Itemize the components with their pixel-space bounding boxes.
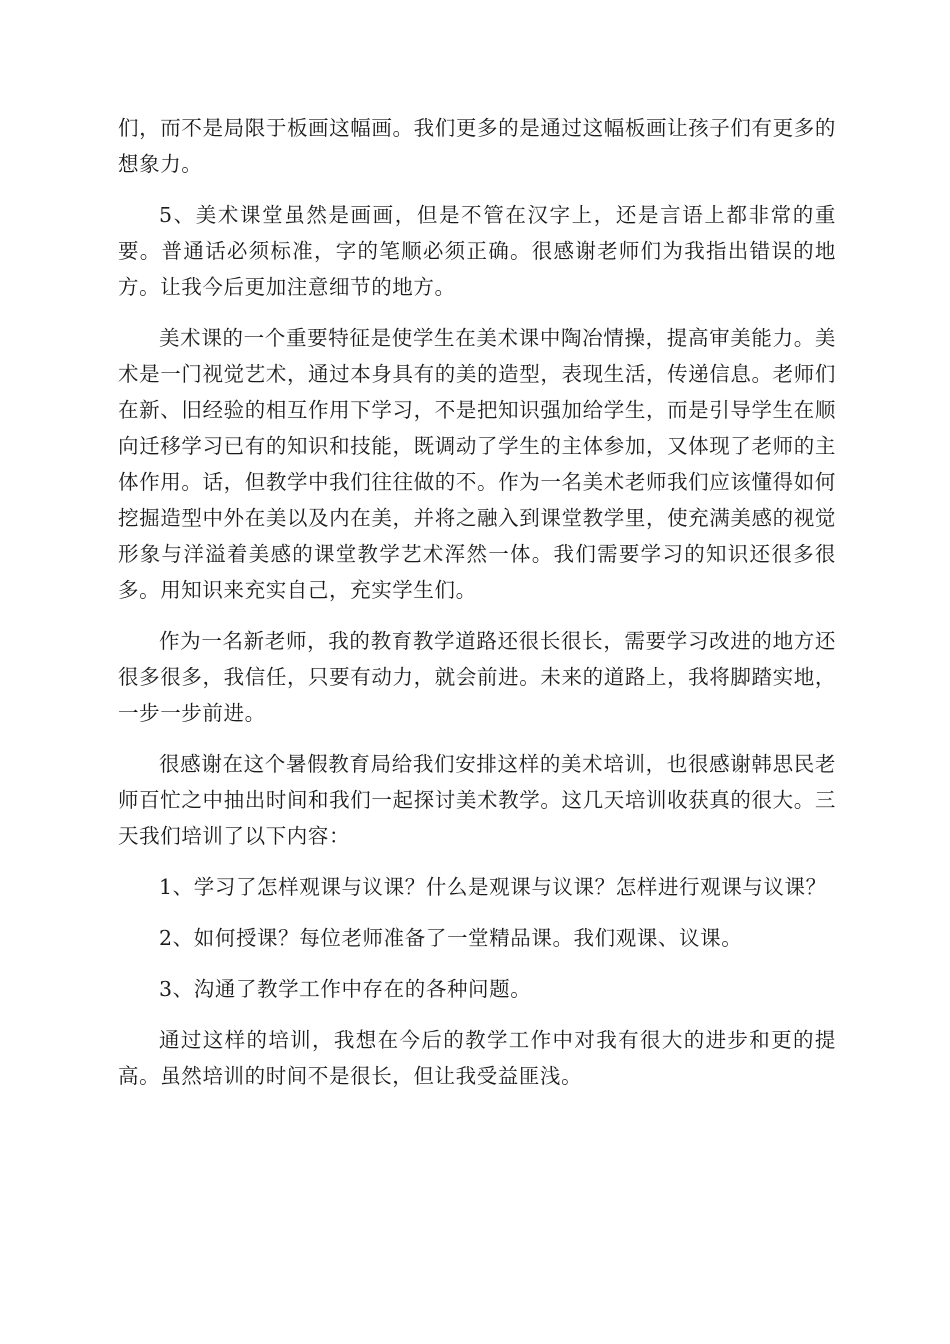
paragraph-continuation: 们，而不是局限于板画这幅画。我们更多的是通过这幅板画让孩子们有更多的想象力。 [118, 116, 836, 176]
paragraph-new-teacher: 作为一名新老师，我的教育教学道路还很长很长，需要学习改进的地方还很多很多，我信任，只要有动力，就会前进。未来的道路上，我将脚踏实地，一步一步前进。 [118, 629, 836, 725]
paragraph-list-item-3: 3、沟通了教学工作中存在的各种问题。 [159, 977, 532, 1001]
document-body [118, 110, 836, 1109]
paragraph-item-5: 5、美术课堂虽然是画画，但是不管在汉字上，还是言语上都非常的重要。普通话必须标准，字的笔顺必须正确。很感谢老师们为我指出错误的地方。让我今后更加注意细节的地方。 [118, 203, 836, 299]
paragraph-training-thanks: 很感谢在这个暑假教育局给我们安排这样的美术培训，也很感谢韩思民老师百忙之中抽出时间和我们一起探讨美术教学。这几天培训收获真的很大。三天我们培训了以下内容： [118, 752, 836, 848]
paragraph-art-class-feature: 美术课的一个重要特征是使学生在美术课中陶冶情操，提高审美能力。美术是一门视觉艺术，通过本身具有的美的造型，表现生活，传递信息。老师们在新、旧经验的相互作用下学习，不是把知识强加给学生，而是引导学生在顺向迁移学习已有的知识和技能，既调动了学生的主体参加，又体现了老师的主体作用。话，但教学中我们往往做的不。作为一名美术老师我们应该懂得如何挖掘造型中外在美以及内在美，并将之融入到课堂教学里，使充满美感的视觉形象与洋溢着美感的课堂教学艺术浑然一体。我们需要学习的知识还很多很多。用知识来充实自己，充实学生们。 [118, 326, 836, 602]
paragraph-list-item-2: 2、如何授课？每位老师准备了一堂精品课。我们观课、议课。 [159, 926, 743, 950]
paragraph-conclusion: 通过这样的培训，我想在今后的教学工作中对我有很大的进步和更的提高。虽然培训的时间不是很长，但让我受益匪浅。 [118, 1028, 836, 1088]
paragraph-list-item-1: 1、学习了怎样观课与议课？什么是观课与议课？怎样进行观课与议课？ [159, 875, 827, 899]
